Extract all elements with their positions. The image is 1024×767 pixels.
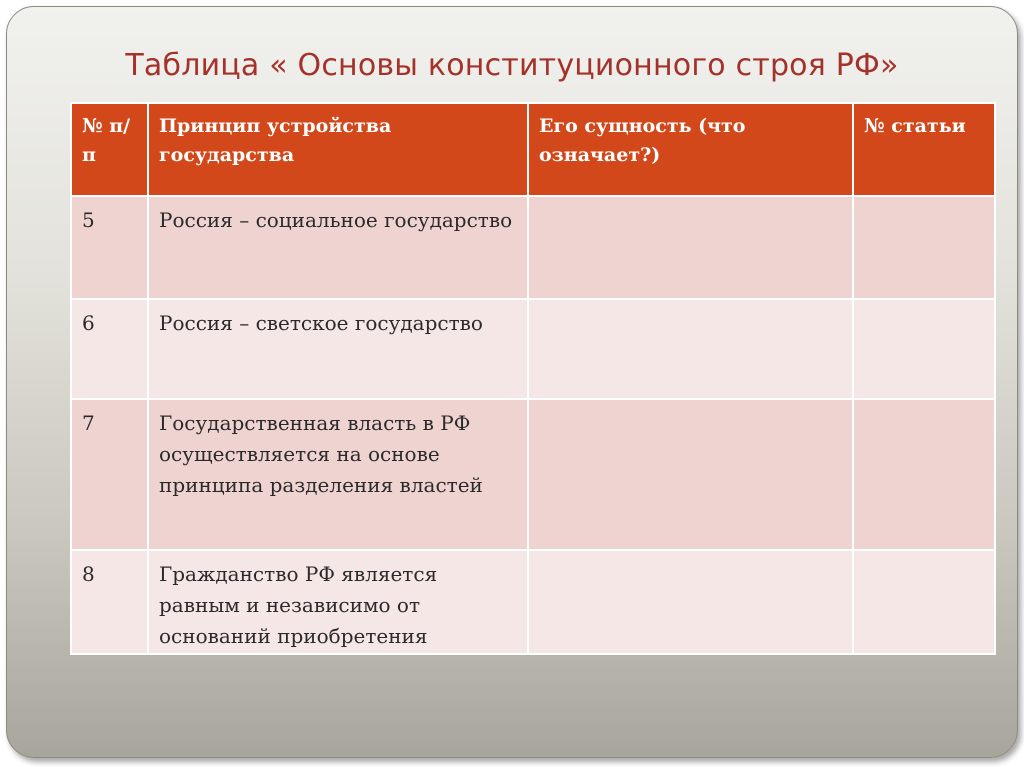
slide-title: Таблица « Основы конституционного строя РФ»	[125, 48, 899, 83]
header-article: № статьи	[853, 103, 995, 196]
table-row	[71, 299, 995, 399]
header-essence: Его сущность (что означает?)	[528, 103, 853, 196]
table-row	[71, 196, 995, 299]
constitution-table	[70, 102, 996, 655]
cell-article[interactable]	[853, 196, 995, 299]
cell-number: 7	[71, 399, 148, 550]
cell-article[interactable]	[853, 399, 995, 550]
header-principle: Принцип устройства государства	[148, 103, 528, 196]
cell-essence[interactable]	[528, 550, 853, 654]
cell-number: 5	[71, 196, 148, 299]
cell-essence[interactable]	[528, 196, 853, 299]
cell-principle: Россия – социальное государство	[148, 196, 528, 299]
cell-article[interactable]	[853, 299, 995, 399]
cell-essence[interactable]	[528, 299, 853, 399]
cell-article[interactable]	[853, 550, 995, 654]
cell-number: 6	[71, 299, 148, 399]
cell-principle: Россия – светское государство	[148, 299, 528, 399]
table-row	[71, 550, 995, 654]
table-header-row	[71, 103, 995, 196]
cell-essence[interactable]	[528, 399, 853, 550]
cell-principle: Гражданство РФ является равным и независимо от оснований приобретения	[148, 550, 528, 654]
cell-number: 8	[71, 550, 148, 654]
cell-principle: Государственная власть в РФ осуществляется на основе принципа разделения властей	[148, 399, 528, 550]
header-number: № п/п	[71, 103, 148, 196]
table-row	[71, 399, 995, 550]
